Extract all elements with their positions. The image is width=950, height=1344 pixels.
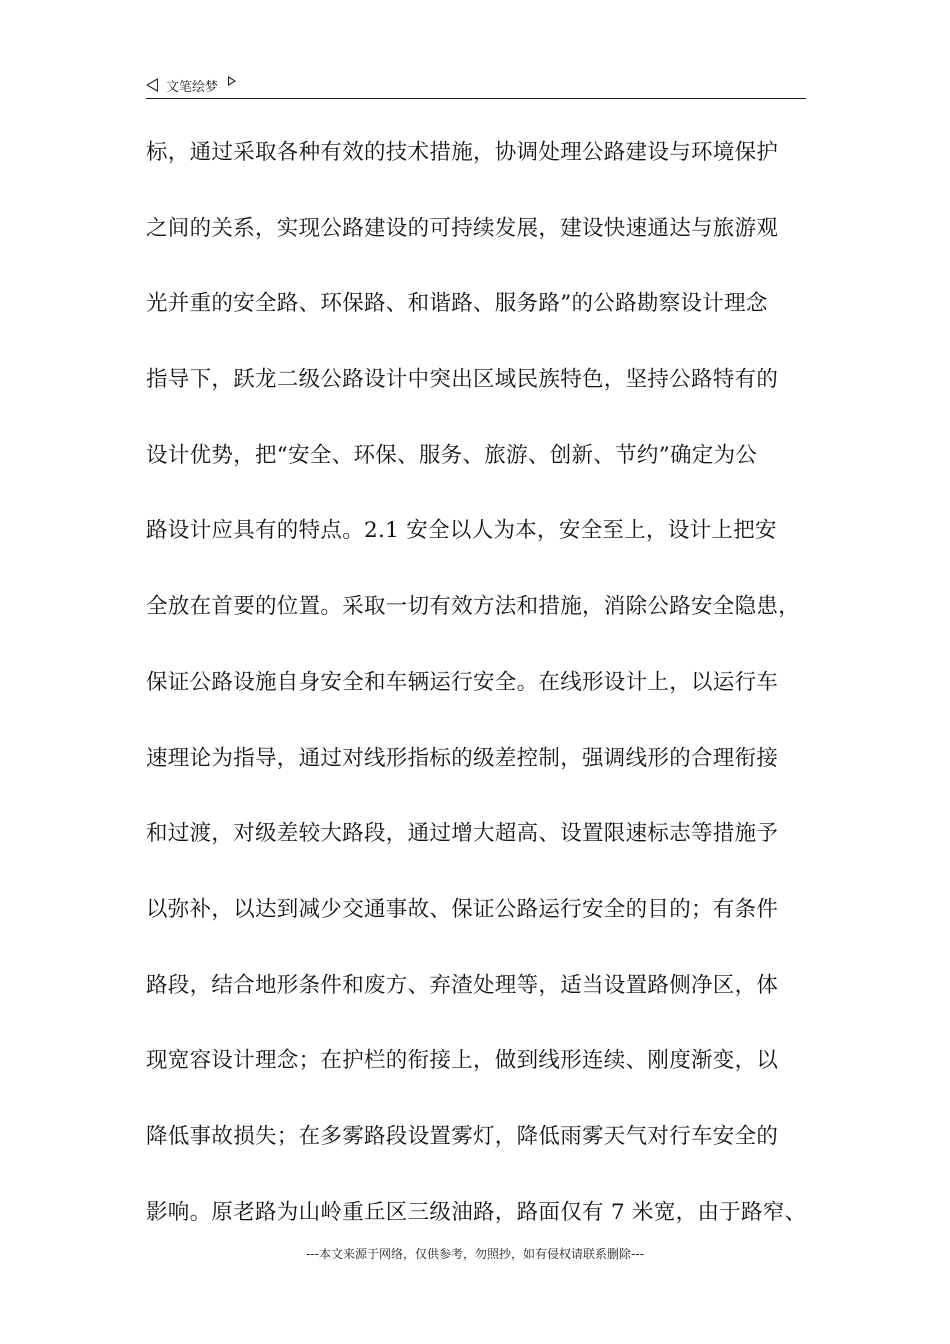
text-line: 和过渡，对级差较大路段，通过增大超高、设置限速标志等措施予 xyxy=(146,821,779,847)
left-triangle-icon xyxy=(146,78,158,92)
text-line: 全放在首要的位置。采取一切有效方法和措施，消除公路安全隐患， xyxy=(146,594,801,620)
text-line: 标，通过采取各种有效的技术措施，协调处理公路建设与环境保护 xyxy=(146,140,779,165)
text-line: 以弥补，以达到减少交通事故、保证公路运行安全的目的；有条件 xyxy=(146,896,779,922)
text-line: 设计优势，把“安全、环保、服务、旅游、创新、节约”确定为公 xyxy=(146,442,758,468)
text-line: 指导下，跃龙二级公路设计中突出区域民族特色，坚持公路特有的 xyxy=(146,367,779,393)
text-line: 影响。原老路为山岭重丘区三级油路，路面仅有 7 米宽，由于路窄、 xyxy=(146,1199,807,1225)
text-line: 光并重的安全路、环保路、和谐路、服务路”的公路勘察设计理念 xyxy=(146,291,768,317)
right-triangle-icon xyxy=(228,76,236,86)
text-line: 路设计应具有的特点。2.1 安全以人为本，安全至上，设计上把安 xyxy=(146,518,777,544)
text-line: 保证公路设施自身安全和车辆运行安全。在线形设计上，以运行车 xyxy=(146,669,779,695)
text-line: 速理论为指导，通过对线形指标的级差控制，强调线形的合理衔接 xyxy=(146,745,779,771)
page-header xyxy=(146,72,806,99)
footer-notice: ---本文来源于网络，仅供参考，勿照抄，如有侵权请联系删除--- xyxy=(306,1247,644,1261)
text-line: 路段，结合地形条件和废方、弃渣处理等，适当设置路侧净区，体 xyxy=(146,972,779,998)
header-title: 文笔绘梦 xyxy=(166,79,219,95)
text-line: 降低事故损失；在多雾路段设置雾灯，降低雨雾天气对行车安全的 xyxy=(146,1123,779,1149)
document-body xyxy=(146,128,808,1263)
text-line: 现宽容设计理念；在护栏的衔接上，做到线形连续、刚度渐变，以 xyxy=(146,1048,779,1074)
text-line: 之间的关系，实现公路建设的可持续发展，建设快速通达与旅游观 xyxy=(146,215,779,241)
